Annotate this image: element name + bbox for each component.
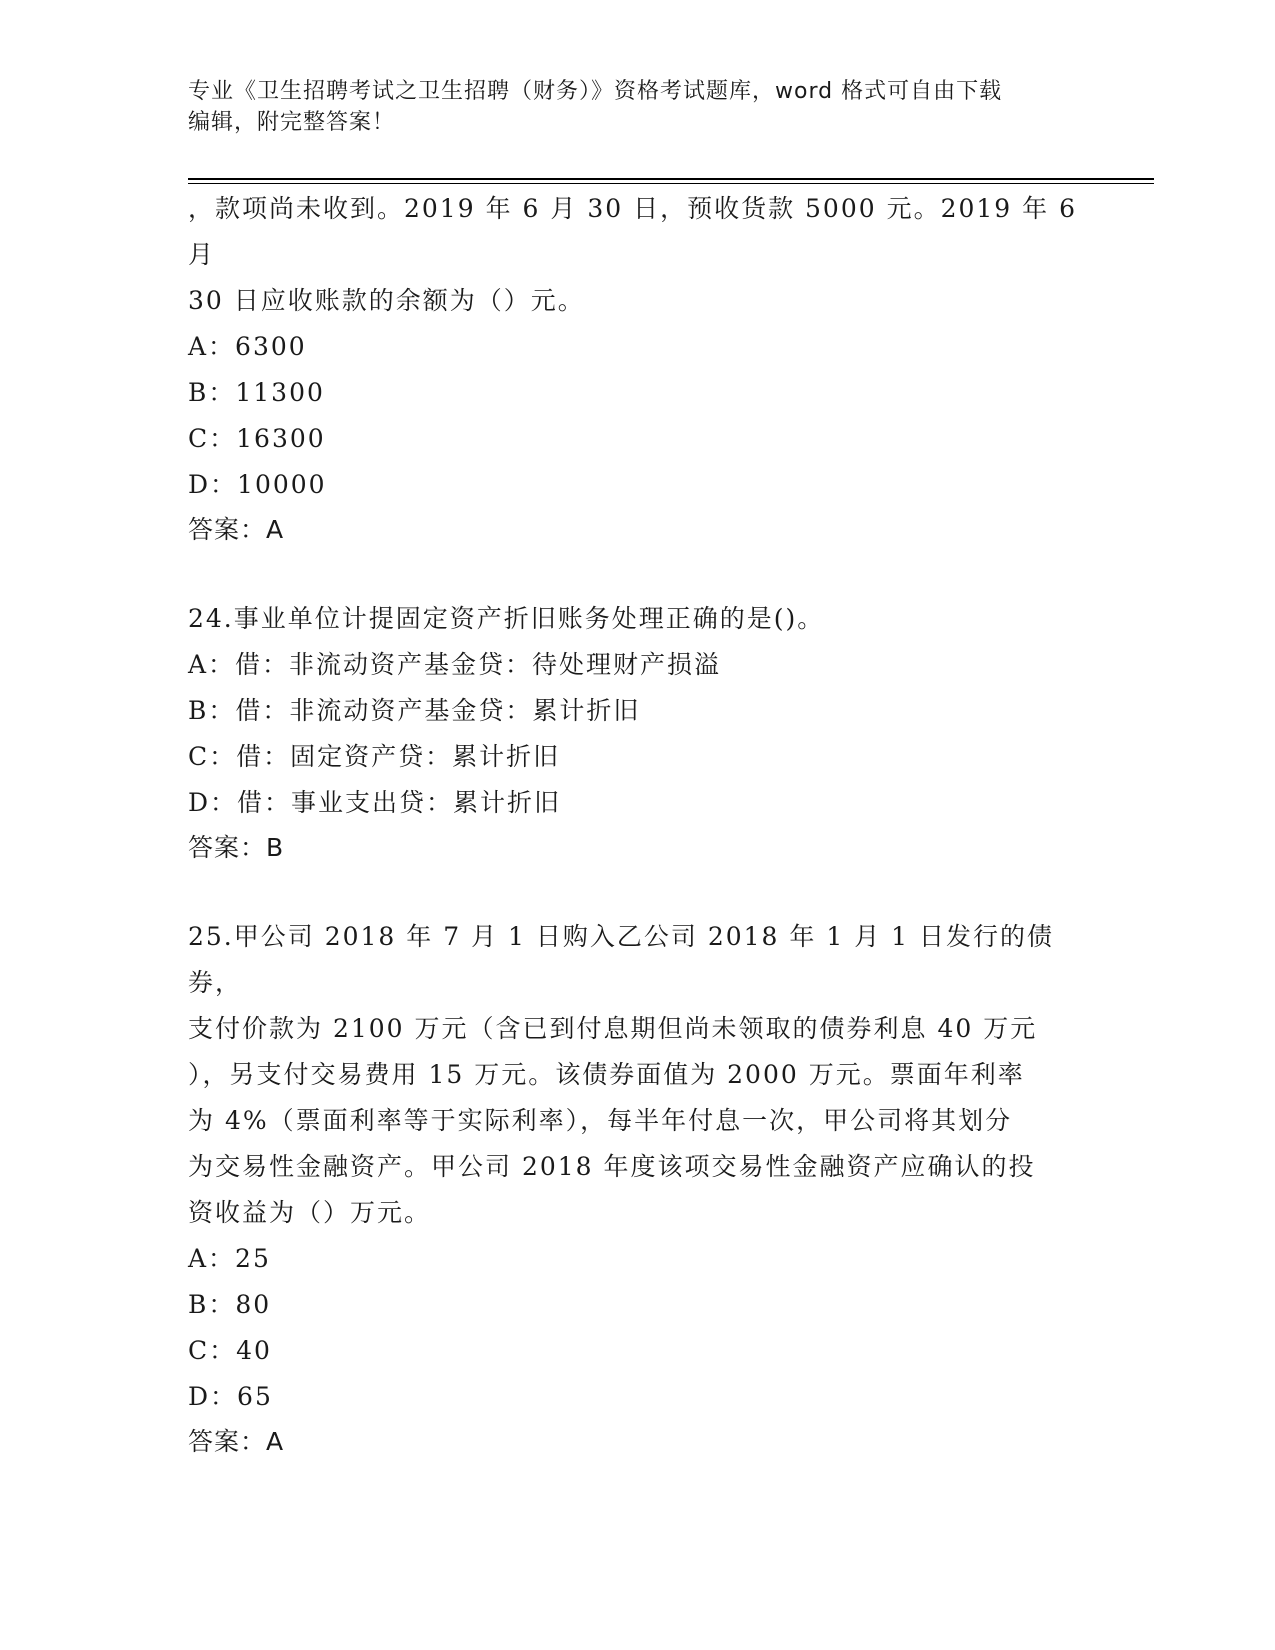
- spacer: [188, 552, 1088, 596]
- option-c: C：借：固定资产贷：累计折旧: [188, 742, 561, 771]
- document-header: [188, 76, 1088, 138]
- header-line-1: 专业《卫生招聘考试之卫生招聘（财务）》资格考试题库，word 格式可自由下载: [188, 79, 1003, 104]
- header-divider-thin: [188, 183, 1154, 184]
- option-d: D：65: [188, 1382, 273, 1411]
- option-b: B：80: [188, 1290, 272, 1319]
- question-stem-line: 25.甲公司 2018 年 7 月 1 日购入乙公司 2018 年 1 月 1 日发行的债券，: [188, 922, 1054, 997]
- question-stem-line: ），另支付交易费用 15 万元。该债券面值为 2000 万元。票面年利率: [188, 1060, 1025, 1089]
- option-b: B：11300: [188, 378, 325, 407]
- question-stem-line: 为交易性金融资产。甲公司 2018 年度该项交易性金融资产应确认的投: [188, 1152, 1036, 1181]
- question-stem-line: ，款项尚未收到。2019 年 6 月 30 日，预收货款 5000 元。2019 年 6 月: [188, 194, 1078, 269]
- question-list: [188, 186, 1088, 1464]
- answer-line: 答案：A: [188, 515, 285, 544]
- option-d: D：借：事业支出贷：累计折旧: [188, 788, 562, 817]
- question-stem-line: 24.事业单位计提固定资产折旧账务处理正确的是()。: [188, 604, 825, 633]
- option-a: A：25: [188, 1244, 271, 1273]
- header-divider-thick: [188, 178, 1154, 180]
- question-block-23: [188, 186, 1088, 552]
- question-stem-line: 30 日应收账款的余额为（）元。: [188, 286, 585, 315]
- spacer: [188, 870, 1088, 914]
- question-stem-line: 资收益为（）万元。: [188, 1198, 432, 1227]
- option-a: A：借：非流动资产基金贷：待处理财产损溢: [188, 650, 722, 679]
- question-block-24: [188, 596, 1088, 870]
- option-b: B：借：非流动资产基金贷：累计折旧: [188, 696, 641, 725]
- answer-line: 答案：A: [188, 1427, 285, 1456]
- question-block-25: [188, 914, 1088, 1464]
- option-c: C：40: [188, 1336, 272, 1365]
- question-stem-line: 支付价款为 2100 万元（含已到付息期但尚未领取的债券利息 40 万元: [188, 1014, 1038, 1043]
- option-a: A：6300: [188, 332, 307, 361]
- option-d: D：10000: [188, 470, 327, 499]
- option-c: C：16300: [188, 424, 326, 453]
- answer-line: 答案：B: [188, 833, 285, 862]
- header-line-2: 编辑，附完整答案！: [188, 110, 396, 135]
- question-stem-line: 为 4%（票面利率等于实际利率），每半年付息一次，甲公司将其划分: [188, 1106, 1013, 1135]
